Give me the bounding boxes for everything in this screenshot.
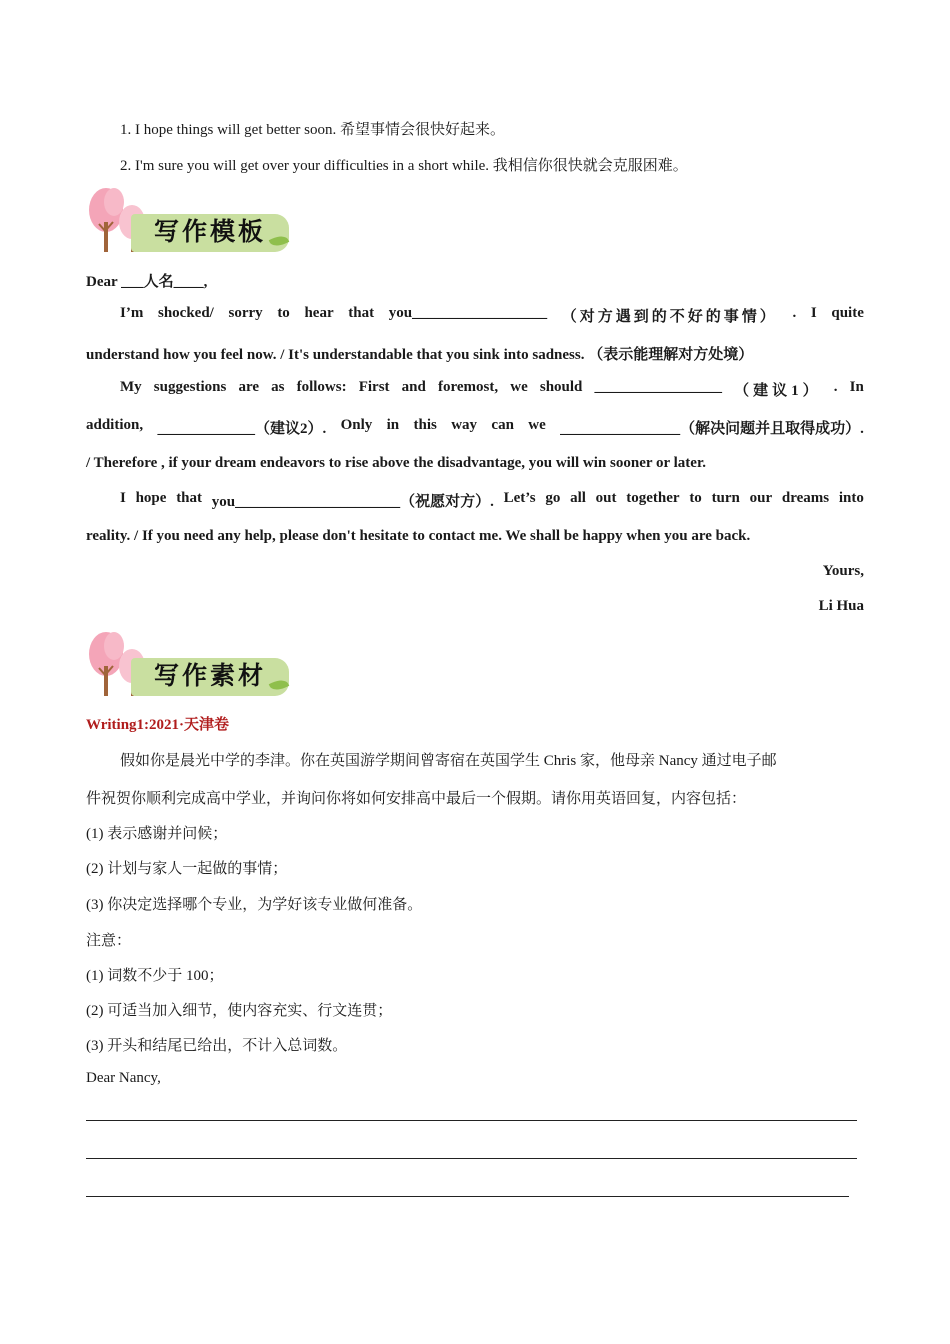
salutation: Dear ___人名____,	[86, 274, 208, 290]
banner-title: 写作素材	[154, 661, 267, 690]
answer-line[interactable]	[86, 1120, 857, 1121]
task-item: (1) 表示感谢并问候；	[86, 826, 228, 842]
note-item: (3) 开头和结尾已给出，不计入总词数。	[86, 1038, 348, 1054]
letter-start: Dear Nancy,	[86, 1070, 161, 1086]
writing-heading: Writing1:2021·天津卷	[86, 717, 230, 733]
note-item: (2) 可适当加入细节，使内容充实、行文连贯；	[86, 1003, 393, 1019]
template-p2-line2: addition, _____________（建议2）. Only in this way can we ________________（解决问题并且取得成功）.	[86, 417, 864, 437]
template-p2-line3: / Therefore , if your dream endeavors to rise above the disadvantage, you will win sooner or later.	[86, 455, 706, 471]
note-item: (1) 词数不少于 100；	[86, 968, 224, 984]
template-p3-line1: I hope that you______________________（祝愿对方）. Let’s go all out together to turn our dreams into	[120, 490, 864, 510]
template-p1-line2: understand how you feel now. / It's understandable that you sink into sadness. （表示能理解对方处境）	[86, 347, 754, 363]
task-item: (3) 你决定选择哪个专业，为学好该专业做何准备。	[86, 897, 423, 913]
task-line-2: 件祝贺你顺利完成高中学业，并询问你将如何安排高中最后一个假期。请你用英语回复，内容包括：	[86, 791, 747, 807]
closing: Yours,	[822, 563, 864, 579]
template-p1-line1: I’m shocked/ sorry to hear that you__________________ （对方遇到的不好的事情） . I quite	[120, 305, 864, 325]
banner-title: 写作模板	[154, 217, 267, 246]
section-banner-template	[86, 182, 296, 257]
phrase-2: 2. I'm sure you will get over your difficulties in a short while. 我相信你很快就会克服困难。	[120, 158, 688, 174]
signature: Li Hua	[818, 598, 864, 614]
template-p3-line2: reality. / If you need any help, please don't hesitate to contact me. We shall be happy when you are back.	[86, 528, 751, 544]
template-p2-line1: My suggestions are as follows: First and foremost, we should _________________ （建议1） . In	[120, 379, 864, 399]
task-line-1: 假如你是晨光中学的李津。你在英国游学期间曾寄宿在英国学生 Chris 家，他母亲 Nancy 通过电子邮	[120, 753, 777, 769]
phrase-1: 1. I hope things will get better soon. 希望事情会很快好起来。	[120, 122, 505, 138]
answer-line[interactable]	[86, 1196, 849, 1197]
task-item: (2) 计划与家人一起做的事情；	[86, 861, 288, 877]
answer-line[interactable]	[86, 1158, 857, 1159]
notes-label: 注意：	[86, 933, 132, 949]
section-banner-material	[86, 626, 296, 701]
